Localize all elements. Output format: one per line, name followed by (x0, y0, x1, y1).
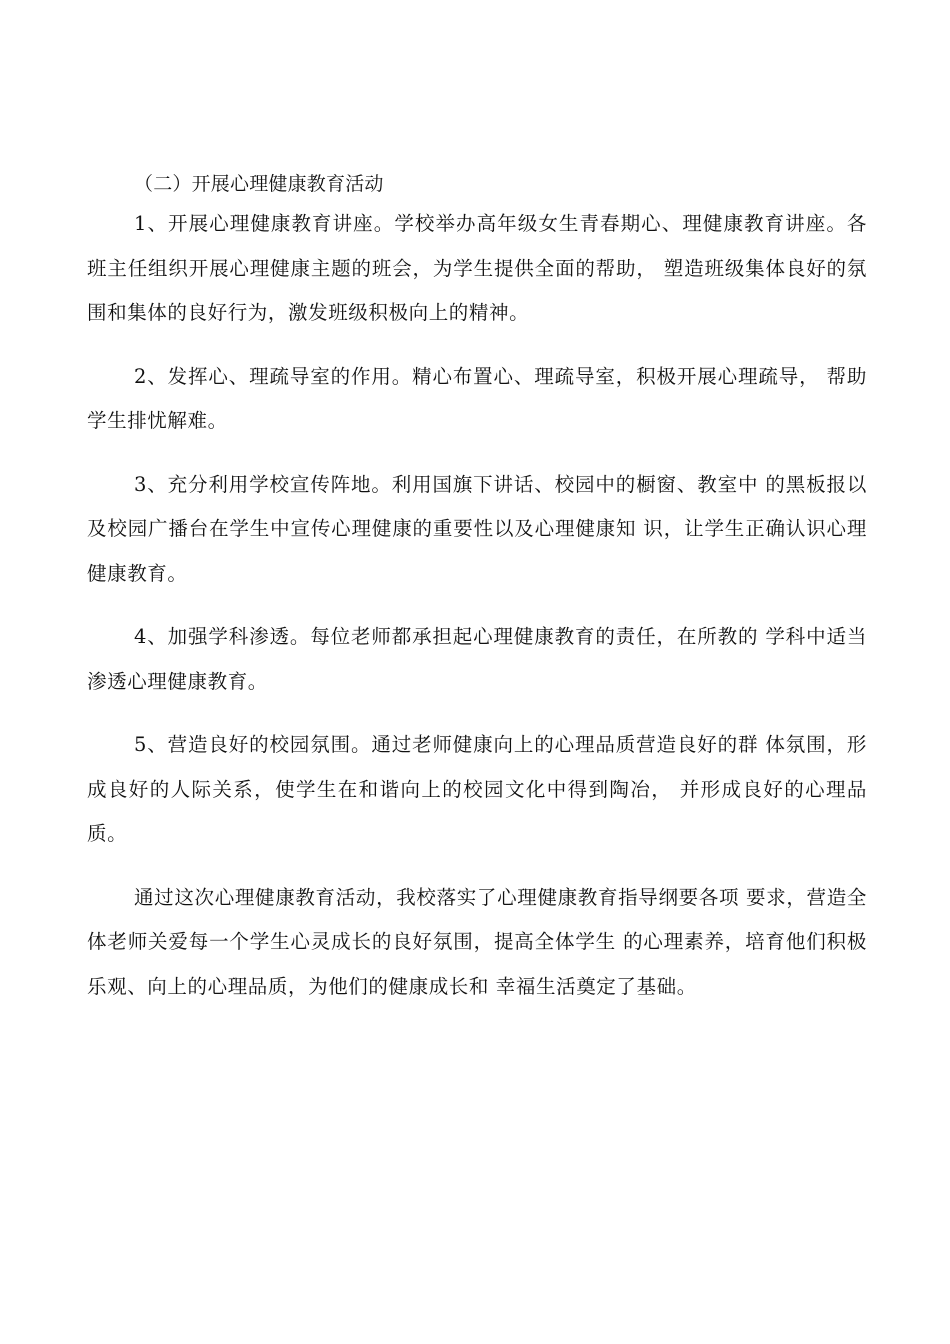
paragraph-counseling-room: 2、发挥心、理疏导室的作用。精心布置心、理疏导室，积极开展心理疏导， 帮助学生排忧解难。 (87, 364, 867, 432)
section-heading: （二）开展心理健康教育活动 (134, 173, 384, 195)
paragraph-subject-integration: 4、加强学科渗透。每位老师都承担起心理健康教育的责任，在所教的 学科中适当渗透心理健康教育。 (87, 625, 867, 693)
paragraph-publicity: 3、充分利用学校宣传阵地。利用国旗下讲话、校园中的橱窗、教室中 的黑板报以及校园广播台在学生中宣传心理健康的重要性以及心理健康知 识，让学生正确认识心理健康教育。 (87, 472, 867, 585)
document-body (87, 170, 867, 1028)
paragraph-summary: 通过这次心理健康教育活动，我校落实了心理健康教育指导纲要各项 要求，营造全体老师关爱每一个学生心灵成长的良好氛围，提高全体学生 的心理素养，培育他们积极乐观、向上的心理品质，为他们的健康成长和 幸福生活奠定了基础。 (87, 885, 867, 998)
paragraph-campus-atmosphere: 5、营造良好的校园氛围。通过老师健康向上的心理品质营造良好的群 体氛围，形成良好的人际关系，使学生在和谐向上的校园文化中得到陶冶， 并形成良好的心理品质。 (87, 733, 867, 845)
paragraph-lectures: 1、开展心理健康教育讲座。学校举办高年级女生青春期心、理健康教育讲座。各班主任组织开展心理健康主题的班会，为学生提供全面的帮助， 塑造班级集体良好的氛围和集体的良好行为，激发班级积极向上的精神。 (87, 212, 867, 324)
